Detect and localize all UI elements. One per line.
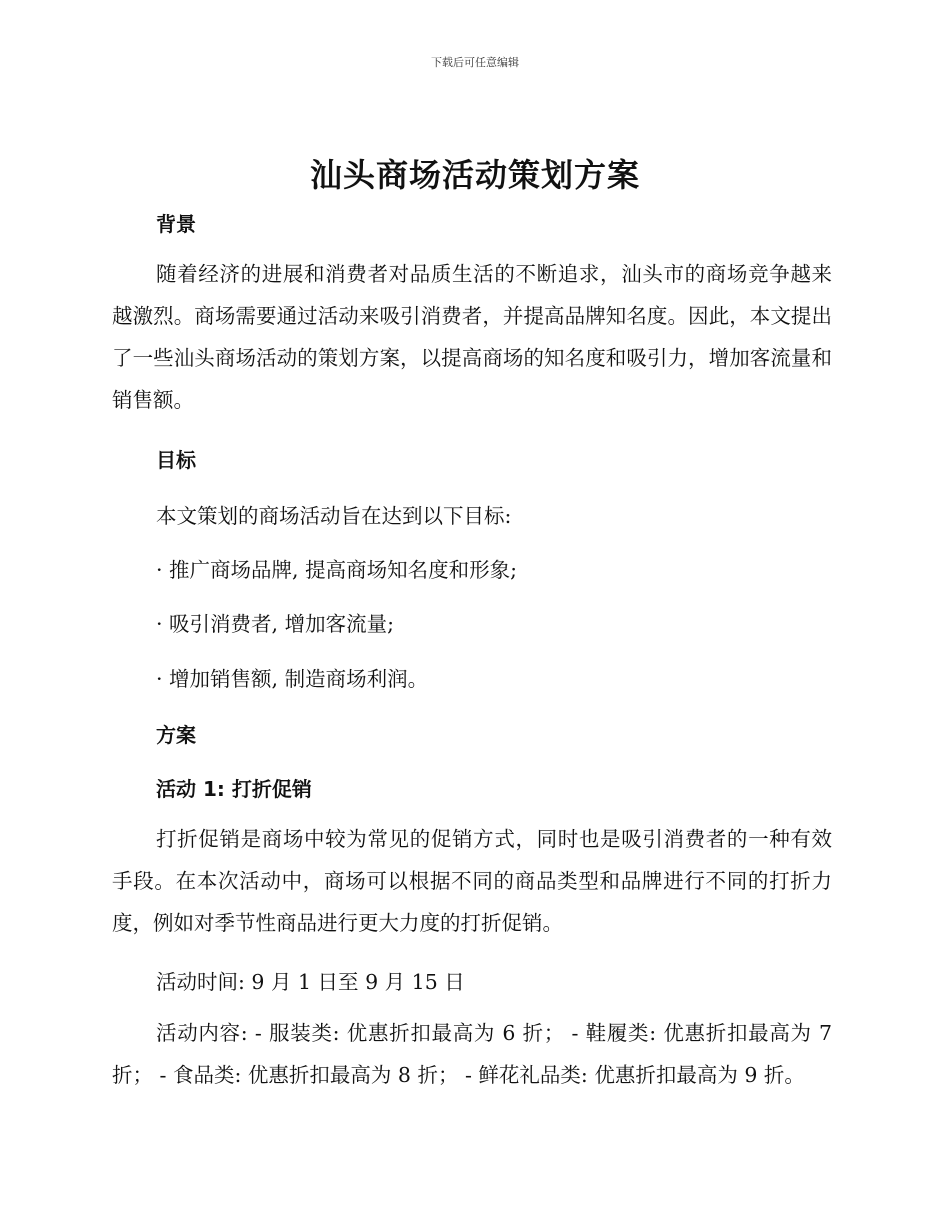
- goal-list-item: · 增加销售额, 制造商场利润。: [156, 667, 429, 691]
- activity1-heading: 活动 1: 打折促销: [156, 777, 312, 801]
- activity1-content: 活动内容: - 服装类: 优惠折扣最高为 6 折； - 鞋履类: 优惠折扣最高为 7 折； - 食品类: 优惠折扣最高为 8 折； - 鲜花礼品类: 优惠折扣最高为 9 折。: [112, 1021, 832, 1087]
- header-note: 下载后可任意编辑: [431, 56, 519, 69]
- activity1-paragraph: 打折促销是商场中较为常见的促销方式，同时也是吸引消费者的一种有效手段。在本次活动中，商场可以根据不同的商品类型和品牌进行不同的打折力度，例如对季节性商品进行更大力度的打折促销。: [112, 827, 832, 935]
- section-heading-plan: 方案: [156, 723, 196, 747]
- activity1-time: 活动时间: 9 月 1 日至 9 月 15 日: [156, 970, 465, 994]
- document-title: 汕头商场活动策划方案: [309, 156, 640, 194]
- section-heading-goal: 目标: [156, 448, 196, 472]
- goal-intro: 本文策划的商场活动旨在达到以下目标:: [156, 504, 512, 528]
- goal-list-item: · 推广商场品牌, 提高商场知名度和形象;: [156, 558, 517, 582]
- goal-list-item: · 吸引消费者, 增加客流量;: [156, 612, 394, 636]
- background-paragraph: 随着经济的进展和消费者对品质生活的不断追求，汕头市的商场竞争越来越激烈。商场需要通过活动来吸引消费者，并提高品牌知名度。因此，本文提出了一些汕头商场活动的策划方案，以提高商场的知名度和吸引力，增加客流量和销售额。: [112, 262, 832, 412]
- section-heading-background: 背景: [156, 212, 196, 236]
